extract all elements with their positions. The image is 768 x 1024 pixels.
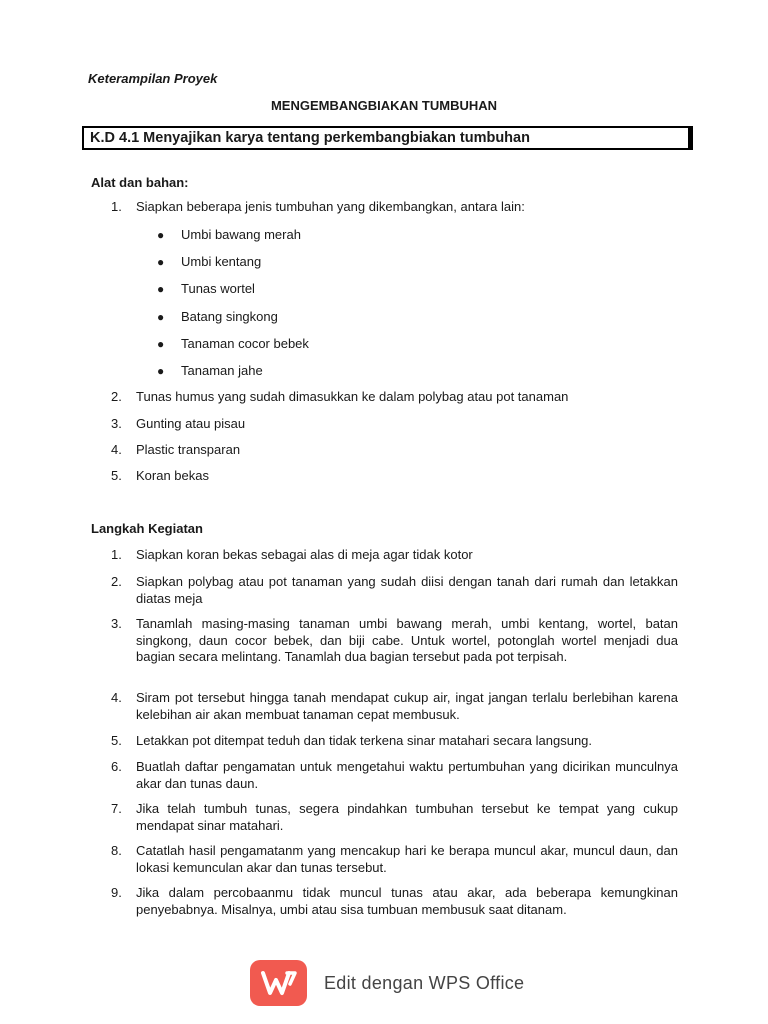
list-item	[111, 468, 678, 485]
step-item	[111, 759, 678, 792]
bullet-icon: ●	[157, 282, 165, 296]
list-text: Gunting atau pisau	[136, 416, 246, 431]
step-text: Jika telah tumbuh tunas, segera pindahkan tumbuhan tersebut ke tempat yang cukup mendapat sinar matahari.	[136, 801, 678, 833]
bullet-item	[157, 363, 263, 379]
step-text: Tanamlah masing-masing tanaman umbi bawang merah, umbi kentang, wortel, batan singkong, daun cocor bebek, dan biji cabe. Untuk wortel, potonglah wortel menjadi dua bagian secara melintang. Tanamlah dua bagian tersebut pada pot terpisah.	[136, 616, 678, 664]
step-item	[111, 574, 678, 607]
bullet-icon: ●	[157, 337, 165, 351]
list-text: Koran bekas	[136, 468, 209, 483]
page-title: MENGEMBANGBIAKAN TUMBUHAN	[270, 98, 498, 113]
list-number: 2.	[111, 389, 122, 404]
wps-edit-banner[interactable]	[250, 960, 524, 1006]
list-text: Siapkan beberapa jenis tumbuhan yang dikembangkan, antara lain:	[136, 199, 525, 214]
wps-edit-label[interactable]: Edit dengan WPS Office	[324, 972, 525, 993]
bullet-item	[157, 227, 301, 243]
bullet-item	[157, 281, 255, 297]
step-text: Catatlah hasil pengamatanm yang mencakup hari ke berapa muncul akar, muncul daun, dan lokasi kemunculan akar dan tunas tersebut.	[136, 843, 678, 875]
bullet-text: Umbi bawang merah	[181, 227, 301, 242]
step-item	[111, 843, 678, 876]
step-number: 6.	[111, 759, 122, 774]
steps-heading: Langkah Kegiatan	[91, 521, 203, 536]
step-number: 3.	[111, 616, 122, 631]
step-item	[111, 733, 678, 750]
step-text: Siram pot tersebut hingga tanah mendapat cukup air, ingat jangan terlalu berlebihan karena kelebihan air akan membuat tanaman cepat membusuk.	[136, 690, 678, 722]
bullet-item	[157, 254, 261, 270]
step-item	[111, 885, 678, 918]
list-text: Plastic transparan	[136, 442, 241, 457]
wps-office-icon	[250, 960, 307, 1006]
section-label: Keterampilan Proyek	[88, 71, 218, 86]
materials-heading: Alat dan bahan:	[91, 175, 189, 190]
list-item	[111, 416, 678, 433]
step-item	[111, 690, 678, 723]
step-item	[111, 547, 678, 564]
list-number: 3.	[111, 416, 122, 431]
bullet-item	[157, 309, 278, 325]
step-text: Siapkan koran bekas sebagai alas di meja agar tidak kotor	[136, 547, 473, 562]
bullet-item	[157, 336, 309, 352]
step-number: 9.	[111, 885, 122, 900]
step-number: 2.	[111, 574, 122, 589]
step-number: 5.	[111, 733, 122, 748]
list-number: 4.	[111, 442, 122, 457]
bullet-text: Tanaman cocor bebek	[181, 336, 309, 351]
step-item	[111, 616, 678, 666]
bullet-icon: ●	[157, 255, 165, 269]
bullet-icon: ●	[157, 364, 165, 378]
bullet-text: Tanaman jahe	[181, 363, 263, 378]
kd-heading-box: K.D 4.1 Menyajikan karya tentang perkembangbiakan tumbuhan	[82, 126, 693, 150]
step-text: Buatlah daftar pengamatan untuk mengetahui waktu pertumbuhan yang dicirikan munculnya akar dan tunas daun.	[136, 759, 678, 791]
list-item	[111, 389, 678, 406]
list-item	[111, 199, 678, 216]
step-text: Siapkan polybag atau pot tanaman yang sudah diisi dengan tanah dari rumah dan letakkan diatas meja	[136, 574, 678, 606]
list-number: 5.	[111, 468, 122, 483]
step-text: Letakkan pot ditempat teduh dan tidak terkena sinar matahari secara langsung.	[136, 733, 593, 748]
step-number: 4.	[111, 690, 122, 705]
step-text: Jika dalam percobaanmu tidak muncul tunas atau akar, ada beberapa kemungkinan penyebabnya. Misalnya, umbi atau sisa tumbuan membusuk saat ditanam.	[136, 885, 678, 917]
step-number: 7.	[111, 801, 122, 816]
bullet-text: Umbi kentang	[181, 254, 262, 269]
bullet-text: Batang singkong	[181, 309, 278, 324]
list-number: 1.	[111, 199, 122, 214]
step-number: 1.	[111, 547, 122, 562]
list-text: Tunas humus yang sudah dimasukkan ke dalam polybag atau pot tanaman	[136, 389, 569, 404]
bullet-text: Tunas wortel	[181, 281, 255, 296]
step-item	[111, 801, 678, 834]
step-number: 8.	[111, 843, 122, 858]
bullet-icon: ●	[157, 228, 165, 242]
list-item	[111, 442, 678, 459]
bullet-icon: ●	[157, 310, 165, 324]
